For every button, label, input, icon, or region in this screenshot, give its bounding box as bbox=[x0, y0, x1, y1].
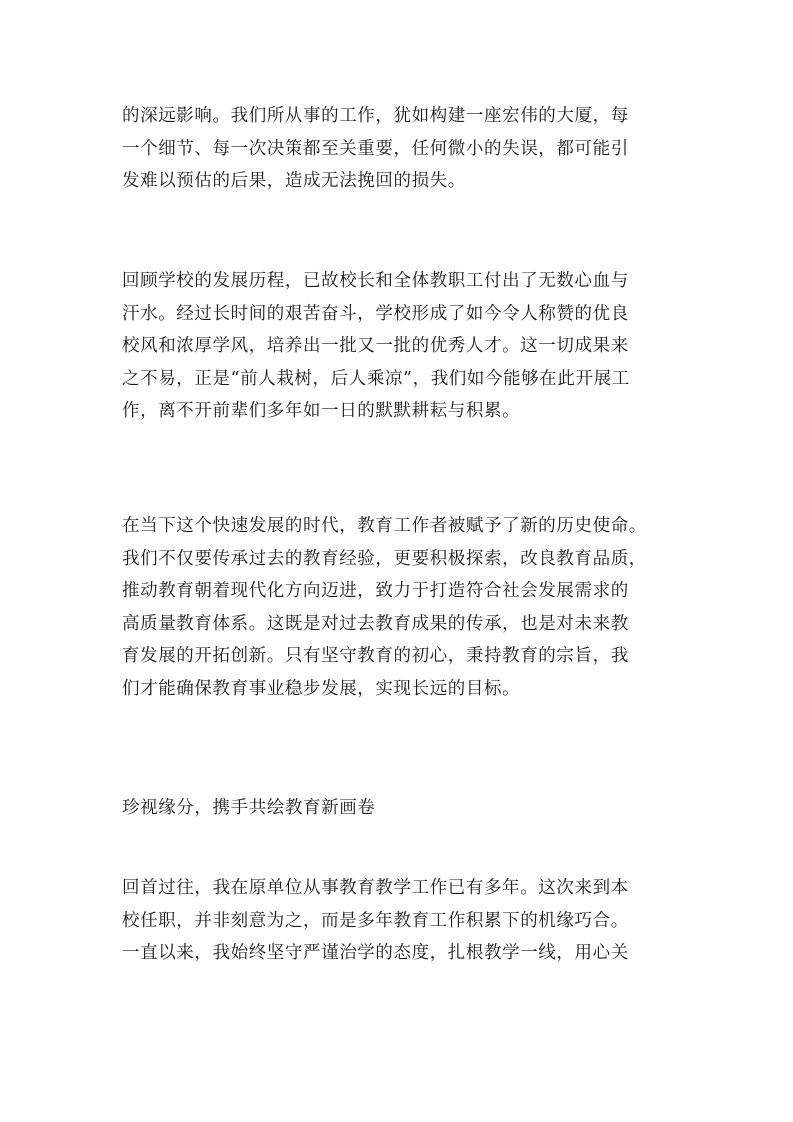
text-line: 一个细节、每一次决策都至关重要，任何微小的失误，都可能引 bbox=[122, 138, 629, 159]
text-line: 发难以预估的后果，造成无法挽回的损失。 bbox=[122, 171, 466, 191]
text-line: 在当下这个快速发展的时代，教育工作者被赋予了新的历史使命。 bbox=[122, 516, 647, 536]
text-line: 作，离不开前辈们多年如一日的默默耕耘与积累。 bbox=[122, 401, 521, 421]
paragraph-school-history bbox=[122, 265, 682, 428]
text-line: 校风和浓厚学风，培养出一批又一批的优秀人才。这一切成果来 bbox=[122, 336, 629, 356]
text-line: 回顾学校的发展历程，已故校长和全体教职工付出了无数心血与 bbox=[122, 271, 629, 291]
text-line: 回首过往，我在原单位从事教育教学工作已有多年。这次来到本 bbox=[122, 878, 629, 898]
text-line: 我们不仅要传承过去的教育经验，更要积极探索，改良教育品质， bbox=[122, 548, 647, 569]
text-line: 汗水。经过长时间的艰苦奋斗，学校形成了如今令人称赞的优良 bbox=[122, 303, 629, 324]
paragraph-mission bbox=[122, 510, 682, 705]
text-line: 育发展的开拓创新。只有坚守教育的初心，秉持教育的宗旨，我 bbox=[122, 646, 629, 666]
text-line: 校任职，并非刻意为之，而是多年教育工作积累下的机缘巧合。 bbox=[122, 910, 629, 931]
text-line: 之不易，正是“前人栽树，后人乘凉”，我们如今能够在此开展工 bbox=[122, 368, 630, 389]
text-line: 推动教育朝着现代化方向迈进，致力于打造符合社会发展需求的 bbox=[122, 581, 629, 601]
paragraph-impact bbox=[122, 100, 682, 198]
text-line: 高质量教育体系。这既是对过去教育成果的传承，也是对未来教 bbox=[122, 613, 629, 634]
text-line: 的深远影响。我们所从事的工作，犹如构建一座宏伟的大厦，每 bbox=[122, 106, 629, 126]
text-line: 珍视缘分，携手共绘教育新画卷 bbox=[122, 798, 376, 818]
text-line: 们才能确保教育事业稳步发展，实现长远的目标。 bbox=[122, 678, 521, 699]
text-line: 一直以来，我始终坚守严谨治学的态度，扎根教学一线，用心关 bbox=[122, 943, 629, 963]
paragraph-looking-back bbox=[122, 872, 682, 970]
section-heading bbox=[122, 792, 682, 825]
